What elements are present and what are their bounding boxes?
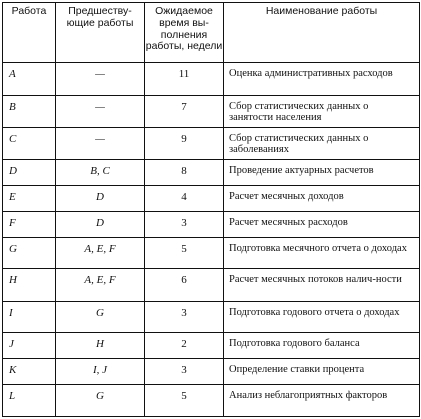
activity-code-cell: C <box>3 127 56 159</box>
activity-name-cell: Подготовка годового отчета о доходах <box>224 301 420 332</box>
activity-name-cell: Определение ставки процента <box>224 359 420 385</box>
table-row <box>3 127 420 159</box>
predecessors-cell: — <box>56 127 145 159</box>
activity-code-cell: A <box>3 63 56 96</box>
activity-name-cell: Сбор статистических данных о занятости населения <box>224 95 420 127</box>
table-header-row <box>3 3 420 63</box>
activity-name-cell: Оценка административных расходов <box>224 63 420 96</box>
activity-code-cell: J <box>3 333 56 359</box>
activity-code-cell: D <box>3 159 56 185</box>
header-activity: Работа <box>3 3 56 63</box>
table-row <box>3 211 420 237</box>
predecessors-cell: G <box>56 301 145 332</box>
duration-cell: 8 <box>145 159 224 185</box>
activity-name-cell: Анализ неблагоприятных факторов <box>224 385 420 417</box>
predecessors-cell: D <box>56 211 145 237</box>
table-body <box>3 63 420 417</box>
table-row <box>3 185 420 211</box>
activity-name-cell: Проведение актуарных расчетов <box>224 159 420 185</box>
activities-table <box>2 2 420 417</box>
activity-name-cell: Подготовка годового баланса <box>224 333 420 359</box>
activity-code-cell: G <box>3 237 56 268</box>
predecessors-cell: G <box>56 385 145 417</box>
predecessors-cell: — <box>56 63 145 96</box>
activity-code-cell: E <box>3 185 56 211</box>
activity-name-cell: Расчет месячных расходов <box>224 211 420 237</box>
header-expected-duration: Ожидаемое время вы-полнения работы, недели <box>145 3 224 63</box>
activity-code-cell: L <box>3 385 56 417</box>
table-row <box>3 301 420 332</box>
table-row <box>3 95 420 127</box>
table-row <box>3 359 420 385</box>
duration-cell: 7 <box>145 95 224 127</box>
duration-cell: 5 <box>145 237 224 268</box>
activity-name-cell: Подготовка месячного отчета о доходах <box>224 237 420 268</box>
duration-cell: 11 <box>145 63 224 96</box>
predecessors-cell: — <box>56 95 145 127</box>
header-predecessors: Предшеству-ющие работы <box>56 3 145 63</box>
predecessors-cell: D <box>56 185 145 211</box>
predecessors-cell: I, J <box>56 359 145 385</box>
activity-name-cell: Расчет месячных потоков налич-ности <box>224 269 420 302</box>
table-row <box>3 385 420 417</box>
duration-cell: 3 <box>145 359 224 385</box>
activity-code-cell: K <box>3 359 56 385</box>
activity-code-cell: B <box>3 95 56 127</box>
table-row <box>3 159 420 185</box>
table-row <box>3 237 420 268</box>
duration-cell: 5 <box>145 385 224 417</box>
duration-cell: 2 <box>145 333 224 359</box>
predecessors-cell: A, E, F <box>56 237 145 268</box>
duration-cell: 9 <box>145 127 224 159</box>
activity-name-cell: Расчет месячных доходов <box>224 185 420 211</box>
predecessors-cell: H <box>56 333 145 359</box>
predecessors-cell: B, C <box>56 159 145 185</box>
header-activity-name: Наименование работы <box>224 3 420 63</box>
activity-code-cell: I <box>3 301 56 332</box>
activity-name-cell: Сбор статистических данных о заболеваниях <box>224 127 420 159</box>
activity-code-cell: F <box>3 211 56 237</box>
table-row <box>3 63 420 96</box>
table-row <box>3 333 420 359</box>
predecessors-cell: A, E, F <box>56 269 145 302</box>
duration-cell: 4 <box>145 185 224 211</box>
duration-cell: 3 <box>145 211 224 237</box>
activity-code-cell: H <box>3 269 56 302</box>
duration-cell: 3 <box>145 301 224 332</box>
duration-cell: 6 <box>145 269 224 302</box>
table-row <box>3 269 420 302</box>
